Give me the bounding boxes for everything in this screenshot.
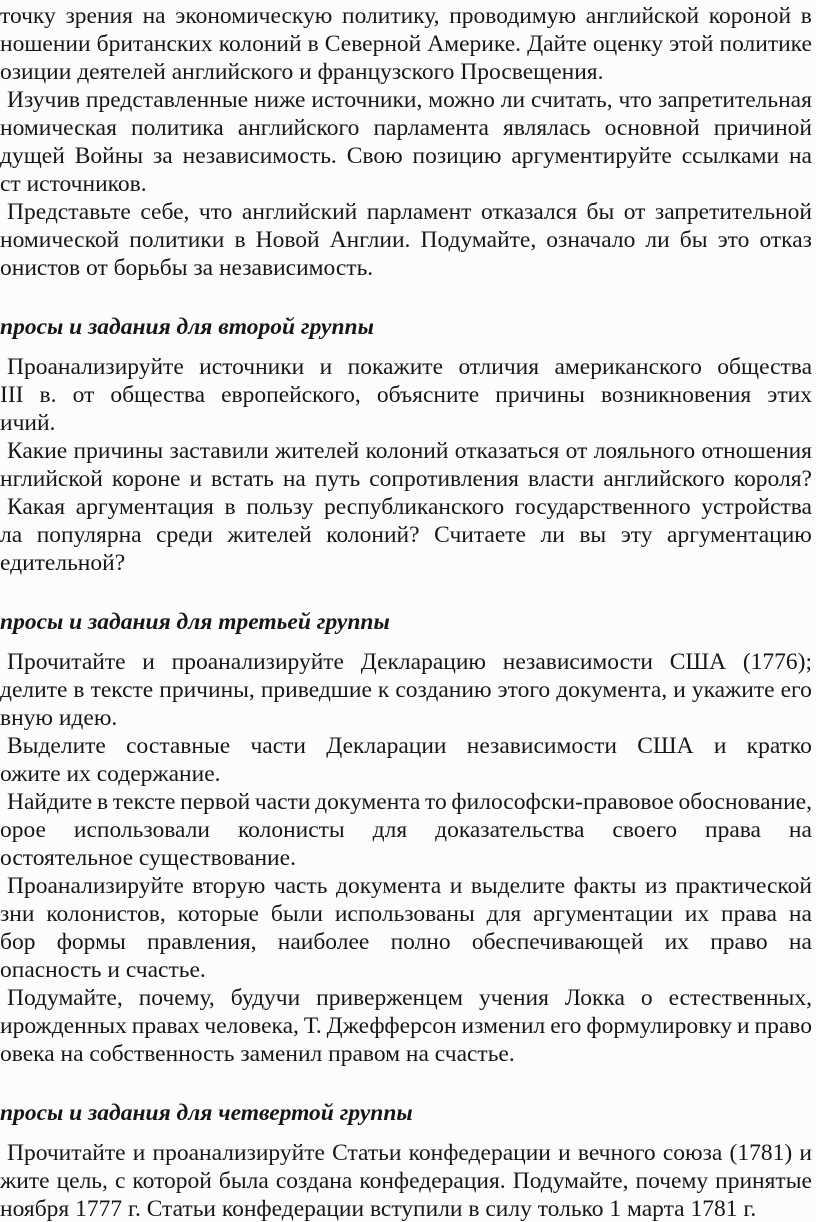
text-line [0, 732, 812, 760]
word: тексте [90, 677, 154, 703]
text-line: едительной? [0, 550, 126, 576]
word: к [377, 677, 390, 703]
text-line [0, 353, 812, 381]
word: Джефферсон [326, 1013, 457, 1039]
text-line: ст источников. [0, 171, 147, 197]
word: объясните [376, 382, 480, 408]
word: Северной [324, 31, 422, 57]
word: части [254, 789, 311, 815]
word: считать, [530, 87, 613, 113]
word: встать [211, 466, 274, 492]
text-line [0, 142, 812, 170]
text-line [0, 872, 812, 900]
paragraph [0, 648, 812, 732]
word: номической [0, 227, 120, 253]
paragraph [0, 86, 812, 198]
word: Считаете [434, 522, 526, 548]
word: ли [645, 227, 670, 253]
word: от [72, 382, 95, 408]
word: Проанализируйте [7, 873, 184, 899]
word: в [96, 789, 109, 815]
word: государственного [514, 494, 691, 520]
word: человека, [204, 1013, 299, 1039]
word: популярна [36, 522, 142, 548]
word: Свою [346, 143, 403, 169]
word: колоний [218, 31, 302, 57]
word: покажите [347, 354, 444, 380]
word: и [713, 733, 727, 759]
word: делите [0, 677, 68, 703]
word: и [132, 1140, 146, 1166]
word: ла [0, 522, 23, 548]
word: причиной [713, 115, 812, 141]
section-heading: просы и задания для четвертой группы [0, 1100, 413, 1126]
text-line [0, 648, 812, 676]
word: Прочитайте [7, 1140, 126, 1166]
word: Какие [7, 438, 68, 464]
word: дущей [0, 143, 65, 169]
paragraph [0, 732, 812, 788]
word: то [424, 789, 447, 815]
text-line: ожите их содержание. [0, 761, 221, 787]
word: о [640, 985, 653, 1011]
text-line [0, 437, 812, 465]
text-line [0, 676, 812, 704]
word: ли [540, 522, 565, 548]
word: III [0, 382, 24, 408]
word: Какая [7, 494, 66, 520]
word: ли [500, 87, 526, 113]
word: возникновения [601, 382, 752, 408]
word: Войны [74, 143, 144, 169]
word: (1781) [729, 1140, 793, 1166]
word: и [189, 466, 203, 492]
word: на [788, 901, 812, 927]
word: Проанализируйте [7, 354, 184, 380]
word: вечного [577, 1140, 656, 1166]
word: бы [586, 199, 615, 225]
word: из [645, 873, 667, 899]
word: оценку [592, 31, 664, 57]
text-line [0, 30, 812, 58]
word: бор [0, 929, 36, 955]
word: что [618, 87, 653, 113]
word: отношения [701, 438, 812, 464]
word: зрения [65, 3, 133, 29]
word: принятые [715, 1168, 812, 1194]
word: Прочитайте [7, 649, 126, 675]
word: кратко [746, 733, 812, 759]
word: право [710, 929, 768, 955]
word: политики [129, 227, 225, 253]
word: орое [0, 817, 46, 843]
paragraph [0, 1139, 812, 1222]
word: парламента [373, 115, 489, 141]
text-line [0, 2, 812, 30]
section-heading: просы и задания для второй группы [0, 314, 374, 340]
word: аргументация [75, 494, 214, 520]
word: колоний? [326, 522, 420, 548]
word: от [565, 438, 588, 464]
word: точку [0, 3, 56, 29]
word: для [486, 901, 522, 927]
word: сопротивления [369, 466, 519, 492]
word: политике [719, 31, 812, 57]
word: можно [428, 87, 495, 113]
word: причины [495, 382, 585, 408]
word: этой [669, 31, 714, 57]
word: на [788, 929, 812, 955]
section-heading: просы и задания для третьей группы [0, 609, 390, 635]
word: изменил [461, 1013, 546, 1039]
word: за [153, 143, 173, 169]
word: бы [679, 227, 708, 253]
word: с [114, 1168, 126, 1194]
word: Англии. [329, 227, 411, 253]
word: и [449, 873, 463, 899]
text-line [0, 816, 812, 844]
text-line [0, 788, 812, 816]
word: устройства [701, 494, 812, 520]
word: конфедерация. [359, 1168, 506, 1194]
word: Выделите [7, 733, 106, 759]
word: его [780, 677, 812, 703]
word: права [721, 901, 777, 927]
paragraph [0, 437, 812, 493]
word: политика [131, 115, 224, 141]
word: факты [573, 873, 637, 899]
word: являлась [503, 115, 591, 141]
word: пользу [246, 494, 314, 520]
word: проанализируйте [171, 649, 344, 675]
word: почему [635, 1168, 709, 1194]
word: формы [56, 929, 126, 955]
word: доказательства [435, 817, 585, 843]
word: экономическую [175, 3, 333, 29]
word: власти [527, 466, 595, 492]
word: документа [315, 789, 421, 815]
word: правления, [146, 929, 257, 955]
word: своего [612, 817, 678, 843]
word: общества [110, 382, 206, 408]
word: формулировку [586, 1013, 733, 1039]
word: ношении [0, 31, 91, 57]
word: на [788, 143, 812, 169]
word: проводимую [449, 3, 577, 29]
text-line [0, 1012, 812, 1040]
word: Локка [564, 985, 625, 1011]
paragraph [0, 2, 812, 86]
word: независимость. [182, 143, 337, 169]
word: использованы [334, 901, 475, 927]
word: заставили [169, 438, 269, 464]
word: его [550, 1013, 582, 1039]
word: позицию [412, 143, 502, 169]
text-line: остоятельное существование. [0, 845, 296, 871]
text-line [0, 493, 812, 521]
word: США [637, 733, 694, 759]
text-line [0, 198, 812, 226]
word: короне [111, 466, 181, 492]
word: представленные [85, 87, 249, 113]
word: колонисты [237, 817, 345, 843]
word: проанализируйте [152, 1140, 325, 1166]
word: жителей [227, 522, 312, 548]
text-line [0, 521, 812, 549]
word: аргументацию [667, 522, 812, 548]
word: этого [497, 677, 551, 703]
word: приведшие [260, 677, 372, 703]
word: Подумайте, [420, 227, 537, 253]
word: Подумайте, [7, 985, 123, 1011]
text-line: онистов от борьбы за независимость. [0, 255, 374, 281]
word: политику, [342, 3, 440, 29]
word: аргументации [533, 901, 673, 927]
word: которые [177, 901, 259, 927]
word: составные [126, 733, 231, 759]
word: ниже [253, 87, 306, 113]
text-line: опасность и счастье. [0, 957, 206, 983]
word: будучи [230, 985, 301, 1011]
word: это [717, 227, 750, 253]
word: зни [0, 901, 35, 927]
word: правах [131, 1013, 200, 1039]
word: от [623, 199, 646, 225]
word: были [270, 901, 323, 927]
word: в [224, 494, 236, 520]
word: отказ [759, 227, 812, 253]
word: документа [336, 873, 442, 899]
word: первой [180, 789, 251, 815]
word: Подумайте, [512, 1168, 629, 1194]
word: жителей [274, 438, 360, 464]
word: полно [390, 929, 451, 955]
word: независимости [466, 733, 617, 759]
word: Статьи [332, 1140, 402, 1166]
word: для [372, 817, 408, 843]
word: запретительная [657, 87, 812, 113]
text-line: озиции деятелей английского и французского Просвещения. [0, 59, 604, 85]
word: приверженцем [316, 985, 464, 1011]
word: английского [237, 115, 360, 141]
paragraph [0, 788, 812, 872]
word: и [558, 1140, 571, 1166]
word: укажите [691, 677, 775, 703]
text-line [0, 928, 812, 956]
word: на [142, 3, 166, 29]
word: отказался [480, 199, 578, 225]
word: себе, [140, 199, 190, 225]
word: независимости [502, 649, 653, 675]
word: была [218, 1168, 269, 1194]
word: ссылками [681, 143, 780, 169]
word: практической [675, 873, 812, 899]
word: означало [546, 227, 636, 253]
word: источники, [311, 87, 423, 113]
word: нглийской [0, 466, 103, 492]
word: на [788, 817, 812, 843]
word: часть [273, 873, 328, 899]
paragraph [0, 984, 812, 1068]
text-line [0, 114, 812, 142]
word: вы [579, 522, 607, 548]
word: лояльного [593, 438, 696, 464]
word: парламент [366, 199, 472, 225]
word: британских [96, 31, 213, 57]
word: что [198, 199, 233, 225]
word: Найдите [7, 789, 93, 815]
word: английский [241, 199, 358, 225]
word: обоснование, [678, 789, 812, 815]
word: колоний [365, 438, 449, 464]
word: этих [767, 382, 812, 408]
paragraph [0, 872, 812, 984]
word: республиканского [324, 494, 505, 520]
word: и [319, 354, 333, 380]
word: английской [585, 3, 700, 29]
word: документа, [556, 677, 668, 703]
text-line [0, 1139, 812, 1167]
word: Америке. [427, 31, 522, 57]
text-line: ичий. [0, 410, 56, 436]
word: Представьте [7, 199, 131, 225]
word: номическая [0, 115, 117, 141]
word: в [73, 677, 85, 703]
word: цель, [56, 1168, 108, 1194]
word: которой [132, 1168, 212, 1194]
word: причины, [159, 677, 255, 703]
word: Декларацию [360, 649, 486, 675]
word: общества [717, 354, 812, 380]
paragraph [0, 493, 812, 577]
text-line [0, 381, 812, 409]
word: США [669, 649, 727, 675]
text-line [0, 226, 812, 254]
word: жите [0, 1168, 50, 1194]
word: и [142, 649, 155, 675]
word: ирожденных [0, 1013, 127, 1039]
word: среди [156, 522, 213, 548]
word: колонистов, [46, 901, 166, 927]
word: право [754, 1013, 812, 1039]
word: аргументируйте [511, 143, 672, 169]
word: конфедерации [408, 1140, 551, 1166]
word: их [684, 901, 710, 927]
word: права [705, 817, 761, 843]
word: в [800, 3, 812, 29]
word: отказаться [454, 438, 560, 464]
paragraph [0, 198, 812, 282]
word: в [307, 31, 319, 57]
word: английского [603, 466, 725, 492]
text-line [0, 984, 812, 1012]
word: запретительной [654, 199, 812, 225]
word: путь [314, 466, 361, 492]
word: на [282, 466, 306, 492]
word: и [673, 677, 686, 703]
word: почему, [138, 985, 215, 1011]
word: созданию [395, 677, 492, 703]
word: эту [620, 522, 653, 548]
word: (1776); [742, 649, 812, 675]
word: и [737, 1013, 750, 1039]
text-line [0, 86, 812, 114]
word: учения [478, 985, 549, 1011]
text-line: овека на собственность заменил правом на счастье. [0, 1041, 515, 1067]
word: наиболее [277, 929, 370, 955]
word: причины [73, 438, 164, 464]
word: философски-правовое [451, 789, 674, 815]
word: использовали [73, 817, 210, 843]
word: в. [39, 382, 57, 408]
word: части [250, 733, 306, 759]
word: Дайте [527, 31, 587, 57]
word: американского [554, 354, 702, 380]
word: создана [275, 1168, 353, 1194]
word: источники [199, 354, 305, 380]
word: и [799, 1140, 812, 1166]
text-line [0, 1167, 812, 1195]
word: обеспечивающей [471, 929, 644, 955]
text-line: ноября 1777 г. Статьи конфедерации вступили в силу только 1 марта 1781 г. [0, 1196, 757, 1222]
word: тексте [112, 789, 176, 815]
text-line: вную идею. [0, 705, 118, 731]
word: союза [662, 1140, 723, 1166]
word: европейского, [221, 382, 361, 408]
word: вторую [192, 873, 266, 899]
word: Т. [303, 1013, 322, 1039]
word: основной [604, 115, 700, 141]
paragraph [0, 353, 812, 437]
word: естественных, [668, 985, 812, 1011]
word: короной [708, 3, 792, 29]
text-line [0, 900, 812, 928]
word: Новой [255, 227, 320, 253]
word: короля? [733, 466, 812, 492]
word: в [234, 227, 246, 253]
word: их [664, 929, 689, 955]
word: Декларации [326, 733, 447, 759]
text-line [0, 465, 812, 493]
word: Изучив [7, 87, 81, 113]
word: отличия [458, 354, 540, 380]
word: выделите [470, 873, 566, 899]
